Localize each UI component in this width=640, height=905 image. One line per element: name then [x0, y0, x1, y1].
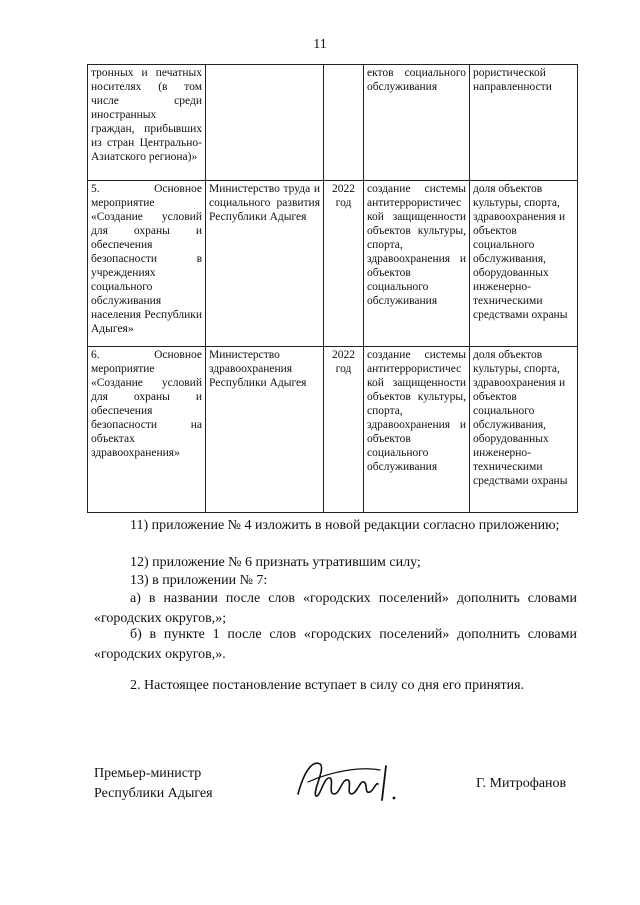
- cell-measure: 6. Основное мероприятие «Создание условий для охраны и обеспечения безопасности на объектах здравоохранения»: [88, 347, 206, 513]
- cell-result: ектов социального обслуживания: [364, 65, 470, 181]
- signatory-name: Г. Митрофанов: [476, 776, 567, 791]
- cell-measure: тронных и печатных носителях (в том числе среди иностранных граждан, прибывших из стран Центрально-Азиатского региона)»: [88, 65, 206, 181]
- cell-indicator: доля объектов культуры, спорта, здравоохранения и объектов социального обслуживания, оборудованных инженерно-техническими средствами охраны: [470, 181, 578, 347]
- cell-executor: Министерство труда и социального развития Республики Адыгея: [206, 181, 324, 347]
- paragraph-item-13: 13) в приложении № 7:: [130, 573, 268, 588]
- cell-result: создание системы антитеррористической защищенности объектов культуры, спорта, здравоохранения и объектов социального обслуживания: [364, 347, 470, 513]
- handwritten-signature: [290, 742, 410, 812]
- signatory-title-line2: Республики Адыгея: [94, 786, 213, 801]
- cell-executor: Министерство здравоохранения Республики Адыгея: [206, 347, 324, 513]
- cell-measure: 5. Основное мероприятие «Создание условий для охраны и обеспечения безопасности в учреждениях социального обслуживания населения Республики Адыгея»: [88, 181, 206, 347]
- cell-executor: [206, 65, 324, 181]
- cell-indicator: рористической направленности: [470, 65, 578, 181]
- cell-year: [324, 65, 364, 181]
- signatory-title: [94, 764, 213, 804]
- measures-table: [87, 64, 578, 513]
- page-number: 11: [313, 37, 327, 52]
- signatory-title-line1: Премьер-министр: [94, 766, 202, 781]
- cell-indicator: доля объектов культуры, спорта, здравоохранения и объектов социального обслуживания, оборудованных инженерно-техническими средствами охраны: [470, 347, 578, 513]
- table-row: [88, 181, 578, 347]
- paragraph-subitem-a: а) в названии после слов «городских поселений» дополнить словами «городских округов,»;: [94, 591, 577, 626]
- table-row: [88, 65, 578, 181]
- paragraph-item-12: 12) приложение № 6 признать утратившим силу;: [130, 555, 421, 570]
- cell-year: 2022 год: [324, 347, 364, 513]
- table-row: [88, 347, 578, 513]
- cell-year: 2022 год: [324, 181, 364, 347]
- cell-result: создание системы антитеррористической защищенности объектов культуры, спорта, здравоохранения и объектов социального обслуживания: [364, 181, 470, 347]
- paragraph-subitem-b: б) в пункте 1 после слов «городских поселений» дополнить словами «городских округов,».: [94, 627, 577, 662]
- paragraph-effective-date: 2. Настоящее постановление вступает в силу со дня его принятия.: [130, 678, 525, 693]
- paragraph-item-11: 11) приложение № 4 изложить в новой редакции согласно приложению;: [130, 518, 560, 533]
